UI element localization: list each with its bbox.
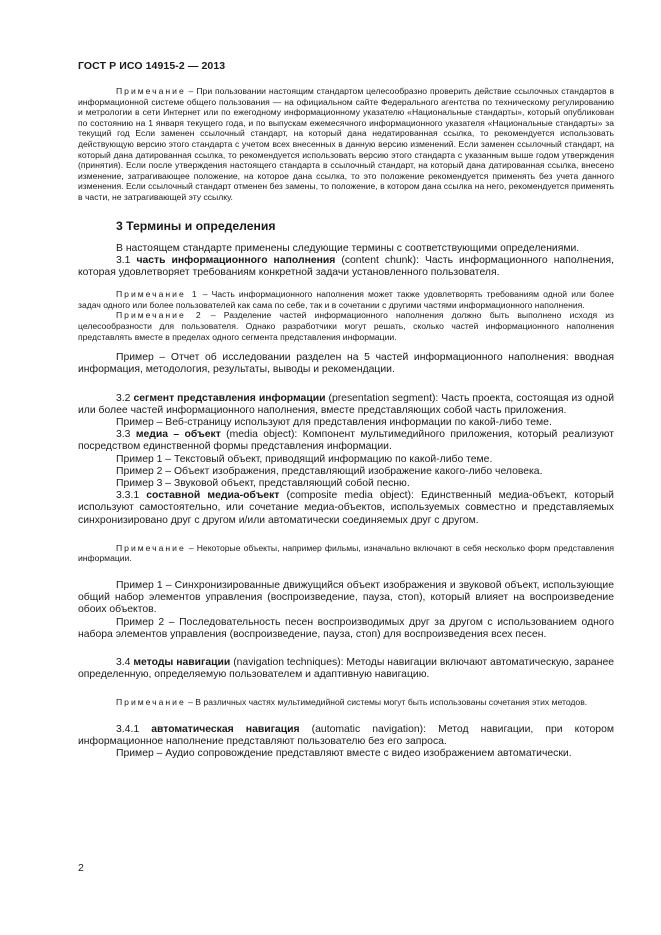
term-name: медиа – объект [135,429,221,441]
section-title: 3 Термины и определения [116,218,276,233]
term-3-3-1-note [78,543,614,564]
term-name: часть информационного наполнения [136,254,336,266]
term-3-1-note-2 [78,310,614,342]
term-3-1-note-1 [78,289,614,310]
term-definition: (composite media object): Единственный медиа-объект, который используют самостоятельно, или сочетание медиа-объектов, используемых совместно и представляемых синхронизировано друг с другом и/или автоматически соединяемых друг с другом. [78,490,614,526]
note-label: Примечание 1 [116,289,199,300]
term-number: 3.2 [116,392,131,404]
term-3-3-1-example-2: Пример 2 – Последовательность песен воспроизводимых друг за другом с использованием одного набора элементов управления (воспроизведение, пауза, стоп) для воспроизведения всех песен. [78,616,614,640]
term-3-3-example-2: Пример 2 – Объект изображения, представляющий изображение какого-либо человека. [116,465,543,477]
note-text: – Разделение частей информационного наполнения должно быть выполнено исходя из целесообразности для пользователя. Однако разработчики могут решать, сколько частей информационного наполнения представлять вместе в пределах одного сегмента представления информации. [78,310,615,342]
term-number: 3.4.1 [116,723,140,735]
page-number: 2 [78,862,84,874]
page-content [78,86,614,761]
term-number: 3.3.1 [116,490,140,502]
term-3-1-example: Пример – Отчет об исследовании разделен на 5 частей информационного наполнения: вводная информация, методология, результаты, выводы и рекомендации. [78,352,614,376]
term-definition: (content chunk): Часть информационного наполнения, которая удовлетворяет требованиям конкретной задачи установленного пользователя. [78,254,615,278]
term-3-2-example: Пример – Веб-страницу используют для представления информации по какой-либо теме. [116,416,552,428]
term-3-1 [78,255,614,279]
term-definition: (media object): Компонент мультимедийного приложения, который реализуют посредством единственной формы представления информации. [78,429,615,453]
term-definition: (automatic navigation): Метод навигации, при котором информационное наполнение представляют пользователю без его запроса. [78,723,614,748]
term-name: составной медиа-объект [146,490,280,502]
term-3-3 [78,429,614,453]
intro-note [78,86,614,203]
term-name: сегмент представления информации [133,392,326,404]
term-number: 3.1 [116,254,131,266]
term-definition: (navigation techniques): Методы навигации включают автоматическую, заранее определенную, определяемую пользователем и адаптивную навигацию. [78,656,615,681]
term-number: 3.3 [116,429,131,441]
note-text: – Некоторые объекты, например фильмы, изначально включают в себя несколько форм представления информации. [78,542,614,564]
term-3-4-1 [78,724,614,748]
term-3-4-1-example: Пример – Аудио сопровождение представляют вместе с видео изображением автоматически. [116,748,572,760]
term-3-4-note [78,697,614,708]
term-number: 3.4 [116,656,131,668]
note-label: Примечание [116,542,186,553]
term-name: методы навигации [133,656,231,668]
document-header: ГОСТ Р ИСО 14915-2 — 2013 [78,60,226,72]
term-3-3-example-3: Пример 3 – Звуковой объект, представляющий собой песню. [116,477,410,489]
term-3-3-1 [78,490,614,527]
note-label: Примечание [116,86,186,96]
note-label: Примечание [116,697,186,708]
term-name: автоматическая навигация [151,723,300,735]
note-text: – В различных частях мультимедийной системы могут быть использованы сочетания этих методов. [188,697,588,708]
note-text: – При пользовании настоящим стандартом целесообразно проверить действие ссылочных стандартов в информационной системе общего пользования — на официальном сайте Федерального агентства по техническому регулированию и метрологии в сети Интернет или по ежегодному информационному указателю «Национальные стандарты», который опубликован по состоянию на 1 января текущего года, и по выпускам ежемесячного информационного указателя «Национальные стандарты» за текущий год Если заменен ссылочный стандарт, на который дана недатированная ссылка, то рекомендуется использовать действующую версию этого стандарта с учетом всех внесенных в данную версию изменений. Если заменен ссылочный стандарт, на который дана датированная ссылка, то рекомендуется использовать версию этого стандарта с указанным выше годом утверждения (принятия). Если после утверждения настоящего стандарта в ссылочный стандарт, на который дана датированная ссылка, внесено изменение, затрагивающее положение, на которое дана ссылка, то это положение рекомендуется применять без учета данного изменения. Если ссылочный стандарт отменен без замены, то положение, в котором дана ссылка на него, рекомендуется применять в части, не затрагивающей эту ссылку. [78,86,615,202]
term-3-2 [78,393,614,417]
term-definition: (presentation segment): Часть проекта, состоящая из одной или более частей информационного наполнения, вместе представляющих собой часть приложения. [78,392,614,416]
term-3-3-1-example-1: Пример 1 – Синхронизированные движущийся объект изображения и звуковой объект, использующие общий набор элементов управления (воспроизведение, пауза, стоп), который влияет на воспроизведение обоих объектов. [78,579,614,616]
section-intro: В настоящем стандарте применены следующие термины с соответствующими определениями. [116,242,580,254]
note-text: – Часть информационного наполнения может также удовлетворять требованиям одной или более задач одного или более пользователей как сама по себе, так и в сочетании с другими частями информационного наполнения. [78,289,614,310]
term-3-3-example-1: Пример 1 – Текстовый объект, приводящий информацию по какой-либо теме. [116,453,493,465]
term-3-4 [78,657,614,681]
note-label: Примечание 2 [116,310,203,321]
